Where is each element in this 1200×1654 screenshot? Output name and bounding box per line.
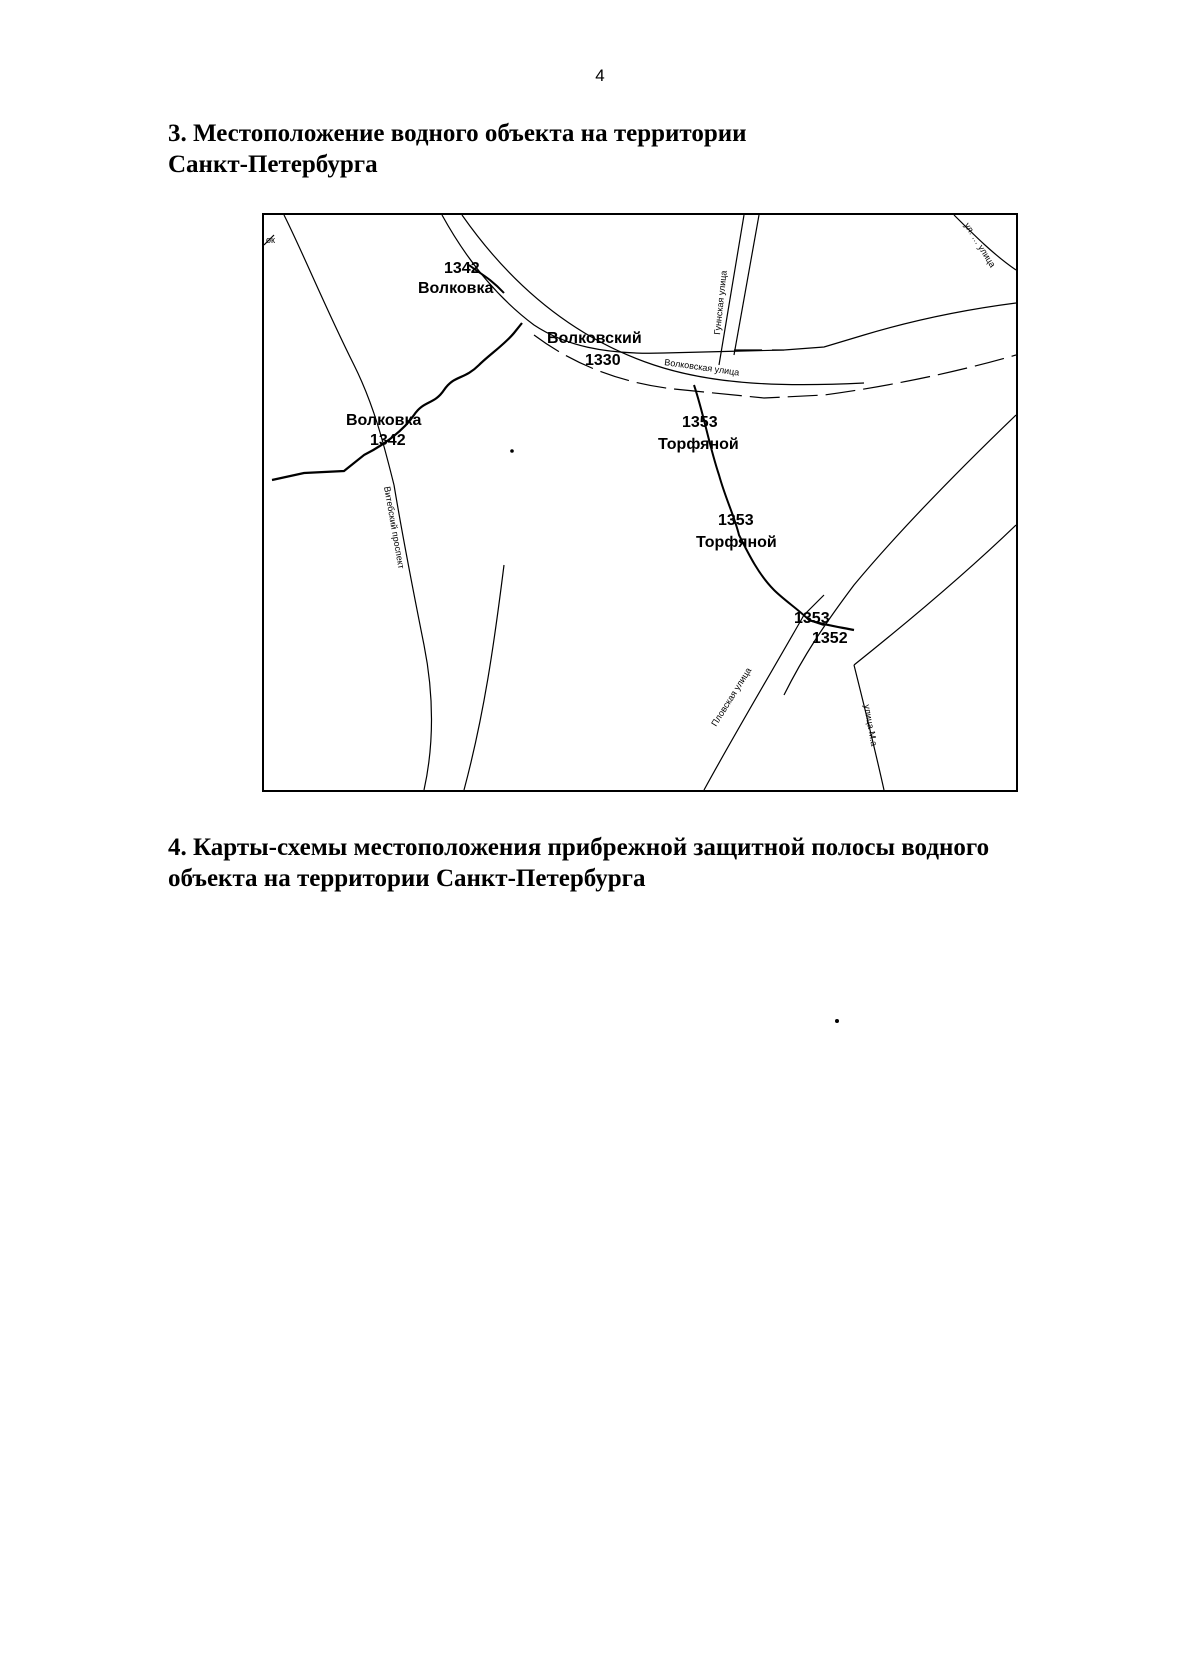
street-diagonal: Пловская улица — [709, 665, 754, 729]
volkovka-top-name: Волковка — [418, 280, 494, 297]
stray-dot — [835, 1019, 839, 1023]
bottom-code-2: 1352 — [812, 630, 848, 647]
volkovka-river — [272, 323, 522, 480]
volkovka-left-name: Волковка — [346, 412, 422, 429]
torfyanoy-1-name: Торфяной — [658, 436, 739, 453]
torfyanoy-2-code: 1353 — [718, 512, 754, 529]
road-left-3 — [464, 565, 504, 790]
torfyanoy-1-code: 1353 — [682, 414, 718, 431]
canal-outer-curve — [462, 215, 864, 385]
volkovsky-code: 1330 — [585, 352, 621, 369]
section-4-heading-line-1: 4. Карты-схемы местоположения прибрежной защитной полосы водного — [168, 834, 990, 861]
street-left-avenue: Витебский проспект — [382, 485, 407, 570]
volkovka-left-code: 1342 — [370, 432, 406, 449]
location-map — [262, 213, 1018, 792]
street-bottom-right: улица М.а — [862, 703, 880, 747]
section-3-heading-line-2: Санкт-Петербурга — [168, 151, 378, 178]
map-dot — [510, 449, 514, 453]
road-top-vertical — [734, 215, 759, 355]
volkovka-top-code: 1342 — [444, 260, 480, 277]
torfyanoy-2-name: Торфяной — [696, 534, 777, 551]
bottom-code-1: 1353 — [794, 610, 830, 627]
section-3-heading — [168, 118, 1128, 180]
section-3-heading-line-1: 3. Местоположение водного объекта на территории — [168, 120, 747, 147]
volkovsky-name: Волковский — [547, 330, 642, 347]
street-vertical: Гуннская улица — [712, 270, 729, 336]
street-top-right: ул. … улица — [962, 220, 998, 270]
road-right-diag-3 — [854, 525, 1016, 665]
map-drawing — [264, 215, 1016, 790]
road-right-diag-2 — [784, 415, 1016, 695]
canal-upper-bank — [442, 215, 1016, 353]
section-4-heading — [168, 832, 1128, 894]
page-number: 4 — [595, 66, 605, 85]
street-top-left: ок — [266, 235, 275, 245]
section-4-heading-line-2: объекта на территории Санкт-Петербурга — [168, 865, 646, 892]
street-volkovskaya: Волковская улица — [663, 357, 740, 378]
